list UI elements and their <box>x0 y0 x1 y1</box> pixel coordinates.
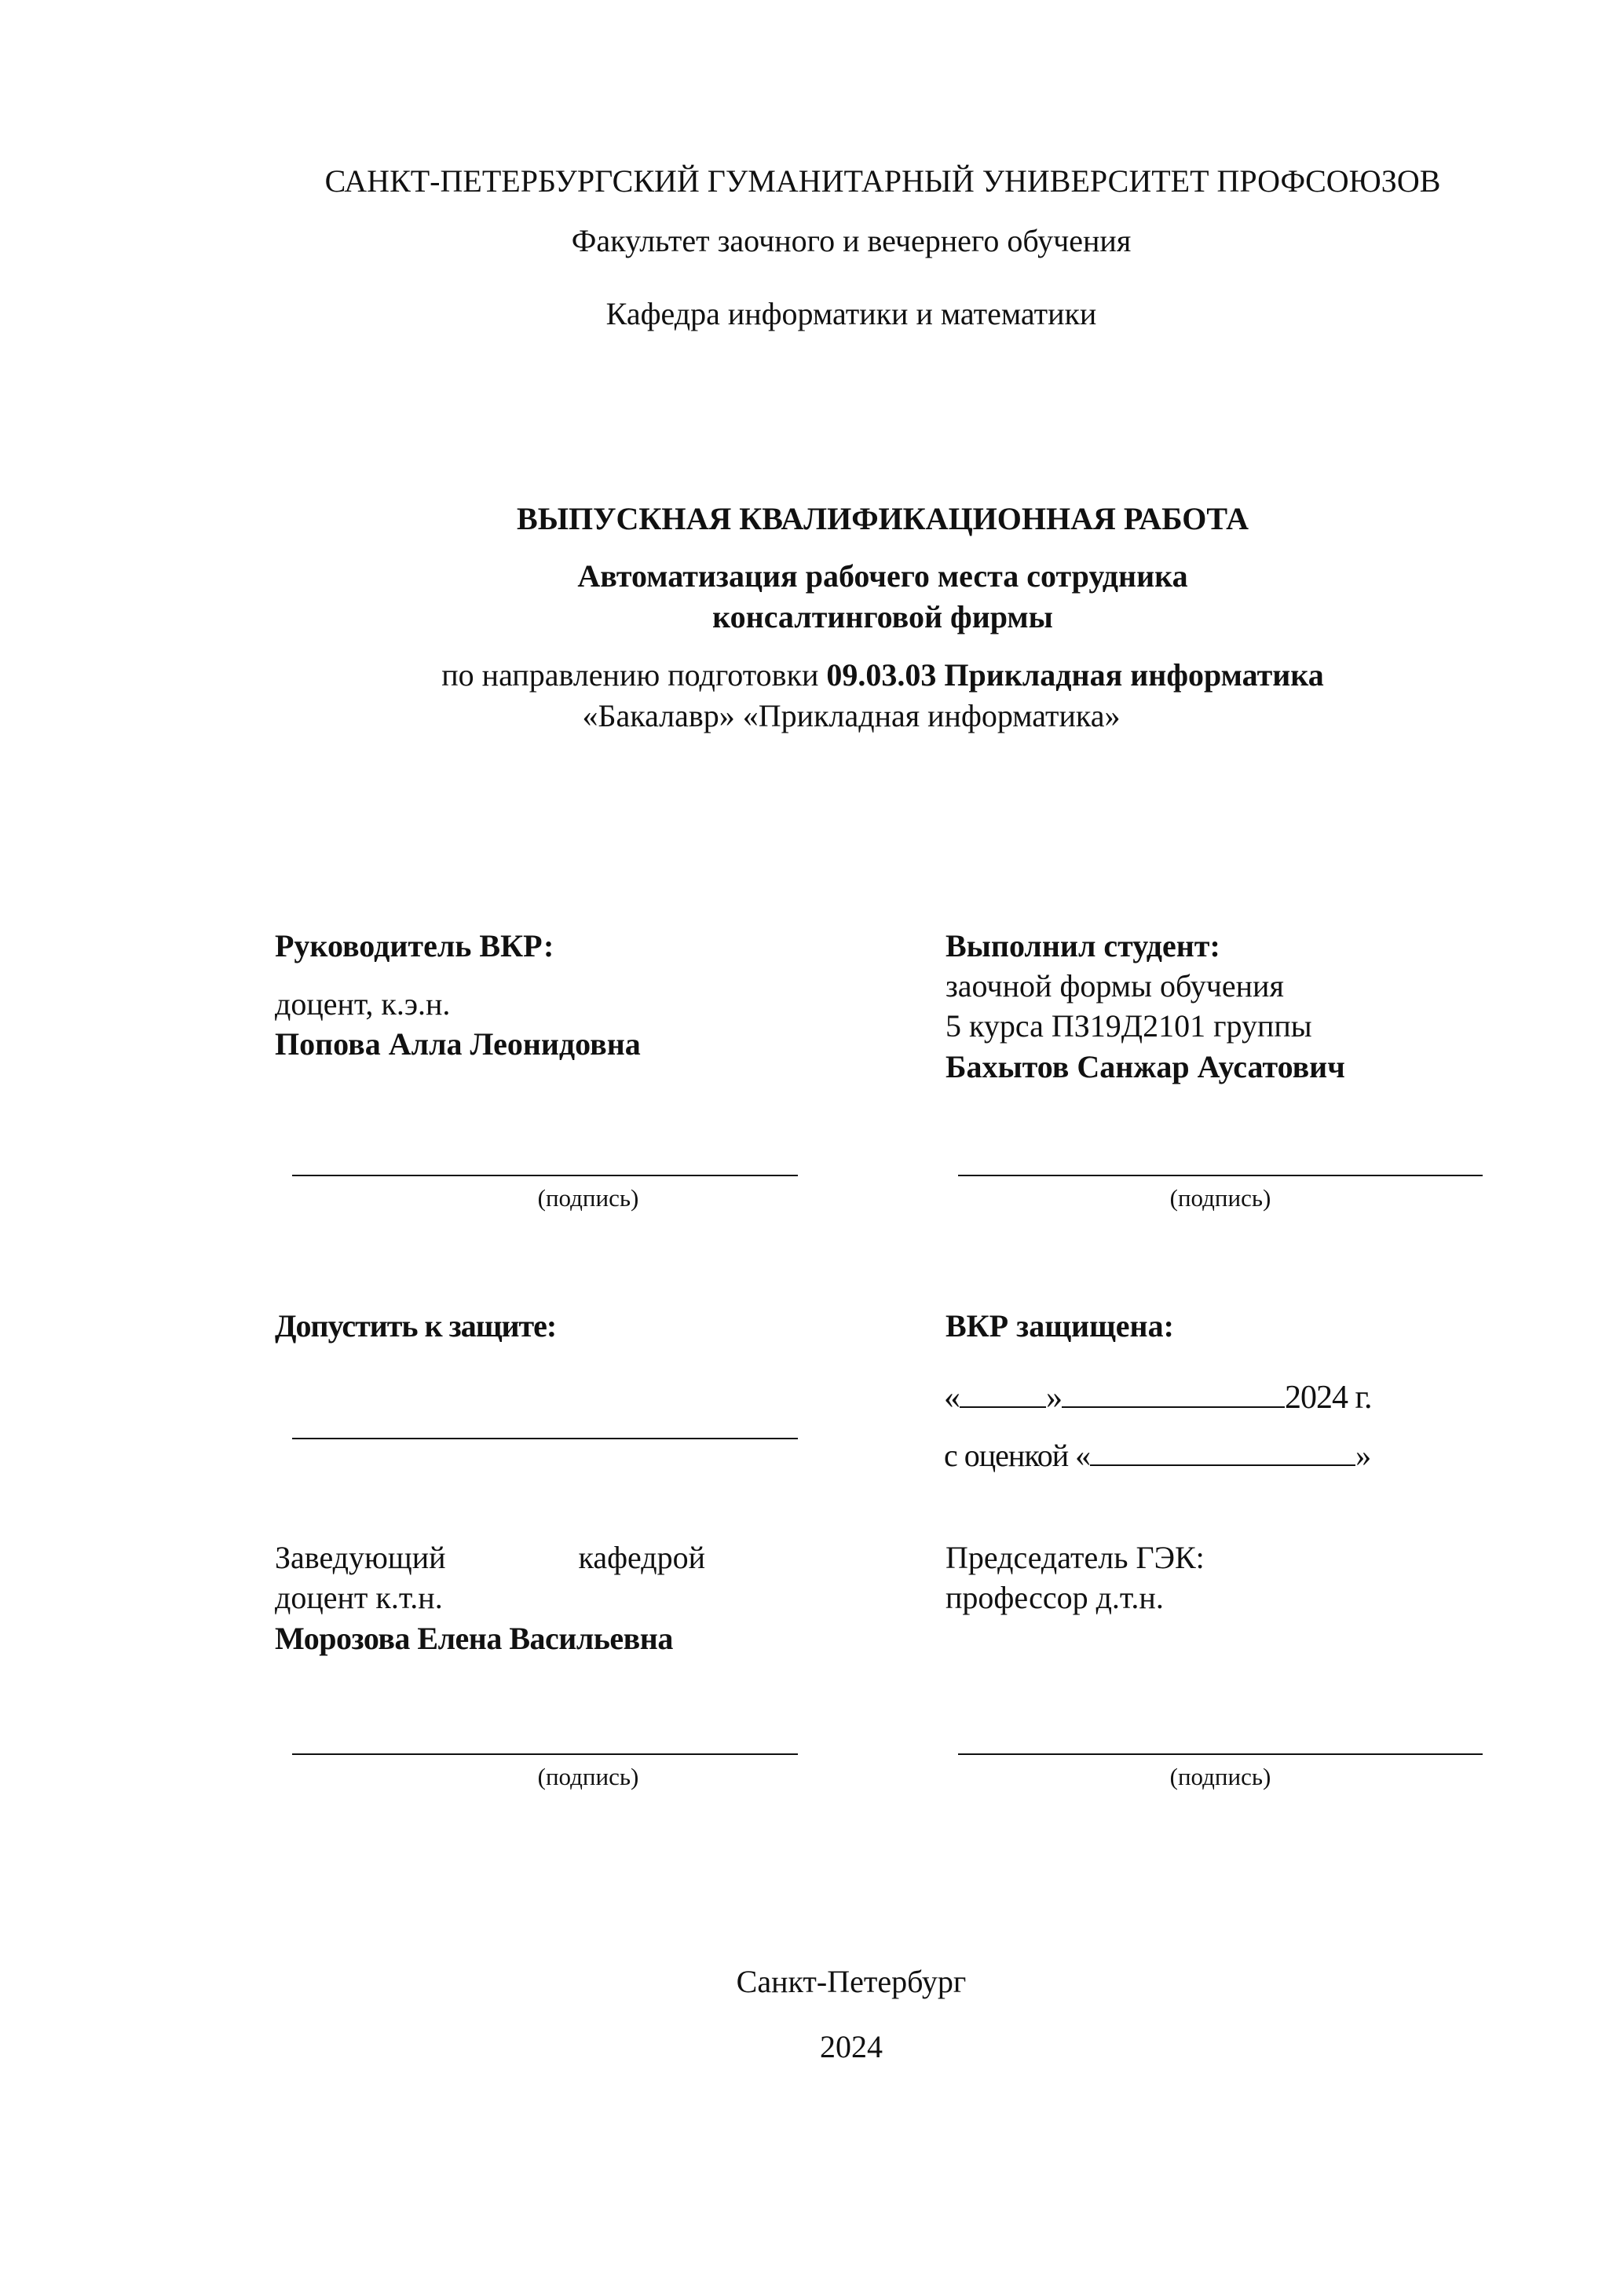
date-close-quote: » <box>1046 1380 1062 1416</box>
signature-line <box>292 1175 798 1176</box>
defense-date-line <box>944 1378 1372 1417</box>
date-open-quote: « <box>944 1380 960 1416</box>
supervisor-signature <box>292 1175 798 1212</box>
month-blank <box>1062 1380 1285 1408</box>
topic-line-2: консалтинговой фирмы <box>712 599 1053 634</box>
signature-line <box>958 1753 1483 1755</box>
student-study-form: заочной формы обучения <box>946 968 1284 1004</box>
head-title-word-1: Заведующий <box>275 1540 446 1575</box>
signature-caption: (подпись) <box>537 1184 639 1212</box>
gek-chair-signature <box>958 1753 1483 1791</box>
university-name: САНКТ-ПЕТЕРБУРГСКИЙ ГУМАНИТАРНЫЙ УНИВЕРСИТЕТ ПРОФСОЮЗОВ <box>324 163 1441 199</box>
signature-caption: (подпись) <box>537 1763 639 1790</box>
footer-city: Санкт-Петербург <box>736 1964 967 1999</box>
topic-line-1: Автоматизация рабочего места сотрудника <box>577 558 1188 594</box>
student-group: 5 курса ПЗ19Д2101 группы <box>946 1008 1312 1044</box>
head-name: Морозова Елена Васильевна <box>275 1621 673 1656</box>
student-name: Бахытов Санжар Аусатович <box>946 1049 1345 1084</box>
defense-year: 2024 г. <box>1285 1380 1372 1416</box>
head-signature <box>292 1753 798 1791</box>
direction-code-name: 09.03.03 Прикладная информатика <box>826 657 1324 693</box>
supervisor-heading: Руководитель ВКР: <box>275 928 554 963</box>
direction-prefix: по направлению подготовки <box>441 657 819 693</box>
degree-line: «Бакалавр» «Прикладная информатика» <box>582 698 1121 733</box>
signature-line <box>958 1175 1483 1176</box>
admission-heading: Допустить к защите: <box>275 1308 557 1344</box>
defense-heading: ВКР защищена: <box>946 1308 1174 1344</box>
gek-chair-position: профессор д.т.н. <box>946 1580 1164 1615</box>
department-name: Кафедра информатики и математики <box>605 296 1097 331</box>
student-heading: Выполнил студент: <box>946 928 1220 963</box>
admission-signature-line <box>292 1438 798 1439</box>
day-blank <box>960 1380 1046 1408</box>
faculty-name: Факультет заочного и вечернего обучения <box>571 223 1132 258</box>
signature-line <box>292 1753 798 1755</box>
direction-line <box>0 656 1624 694</box>
head-title-word-2: кафедрой <box>578 1540 705 1575</box>
head-position: доцент к.т.н. <box>275 1580 443 1615</box>
footer-year: 2024 <box>820 2029 883 2064</box>
signature-caption: (подпись) <box>1169 1763 1271 1790</box>
head-title-line <box>275 1539 705 1577</box>
grade-label: с оценкой « <box>944 1438 1091 1473</box>
grade-blank <box>1090 1439 1355 1466</box>
gek-chair-title: Председатель ГЭК: <box>946 1540 1205 1575</box>
grade-close-quote: » <box>1355 1438 1371 1473</box>
work-type-title: ВЫПУСКНАЯ КВАЛИФИКАЦИОННАЯ РАБОТА <box>517 501 1249 536</box>
supervisor-name: Попова Алла Леонидовна <box>275 1026 641 1062</box>
signature-caption: (подпись) <box>1169 1184 1271 1212</box>
defense-grade-line <box>944 1437 1370 1475</box>
supervisor-position: доцент, к.э.н. <box>275 986 451 1022</box>
student-signature <box>958 1175 1483 1212</box>
